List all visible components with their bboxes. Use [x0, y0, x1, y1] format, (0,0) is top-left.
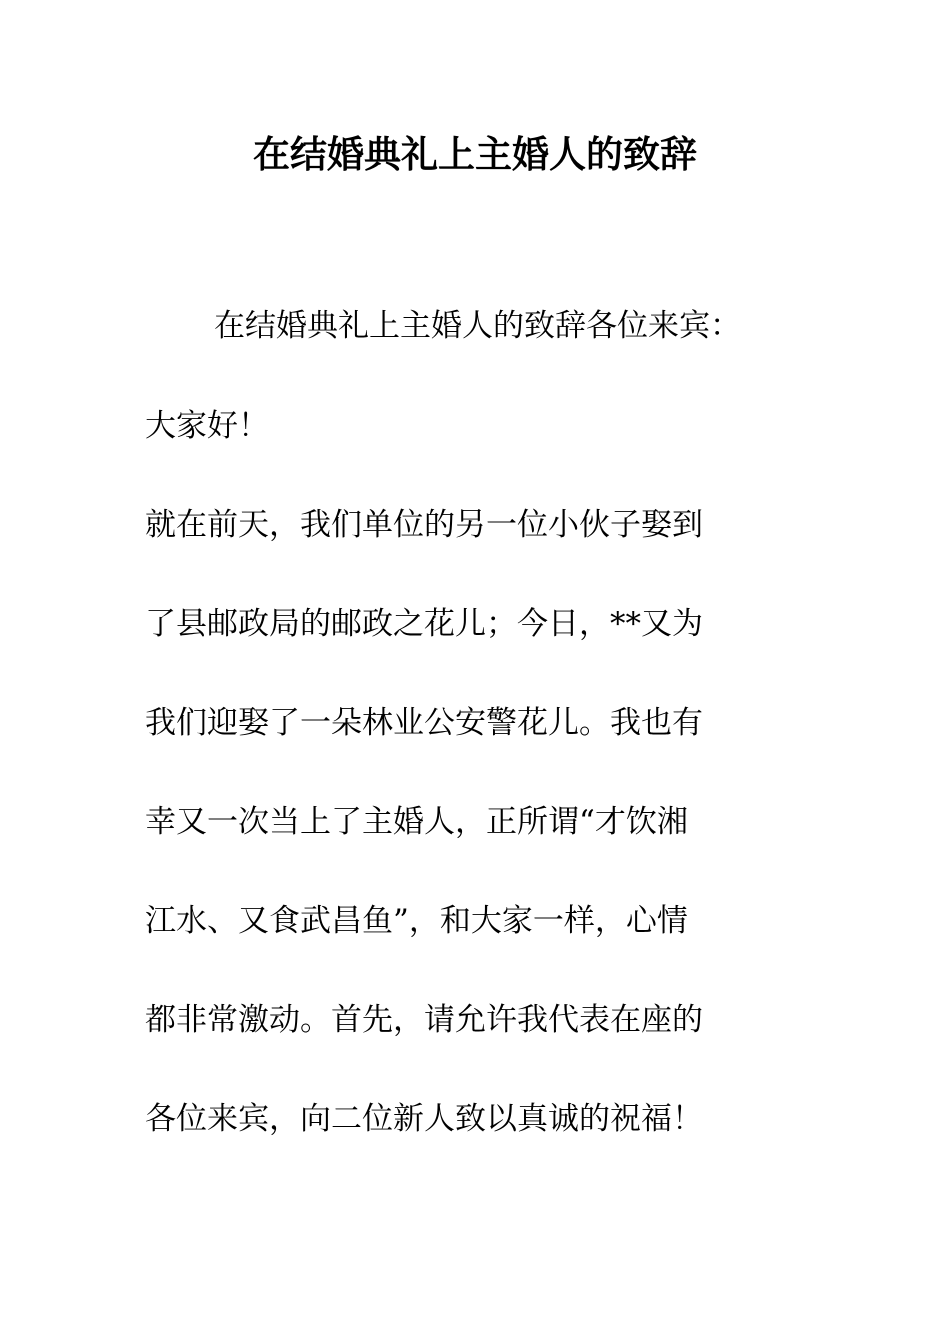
- page-title: 在结婚典礼上主婚人的致辞: [253, 132, 697, 176]
- paragraph-line-1: 在结婚典礼上主婚人的致辞各位来宾：: [214, 308, 741, 344]
- paragraph-line-9: 各位来宾，向二位新人致以真诚的祝福！: [145, 1101, 703, 1137]
- paragraph-line-4: 了县邮政局的邮政之花儿；今日，**又为: [145, 606, 703, 642]
- paragraph-line-5: 我们迎娶了一朵林业公安警花儿。我也有: [145, 705, 703, 741]
- paragraph-line-3: 就在前天，我们单位的另一位小伙子娶到: [145, 507, 703, 543]
- paragraph-line-2: 大家好！: [145, 408, 269, 444]
- paragraph-line-6: 幸又一次当上了主婚人，正所谓“才饮湘: [145, 804, 688, 840]
- paragraph-line-8: 都非常激动。首先，请允许我代表在座的: [145, 1002, 703, 1038]
- paragraph-line-7: 江水、又食武昌鱼”，和大家一样，心情: [145, 903, 688, 939]
